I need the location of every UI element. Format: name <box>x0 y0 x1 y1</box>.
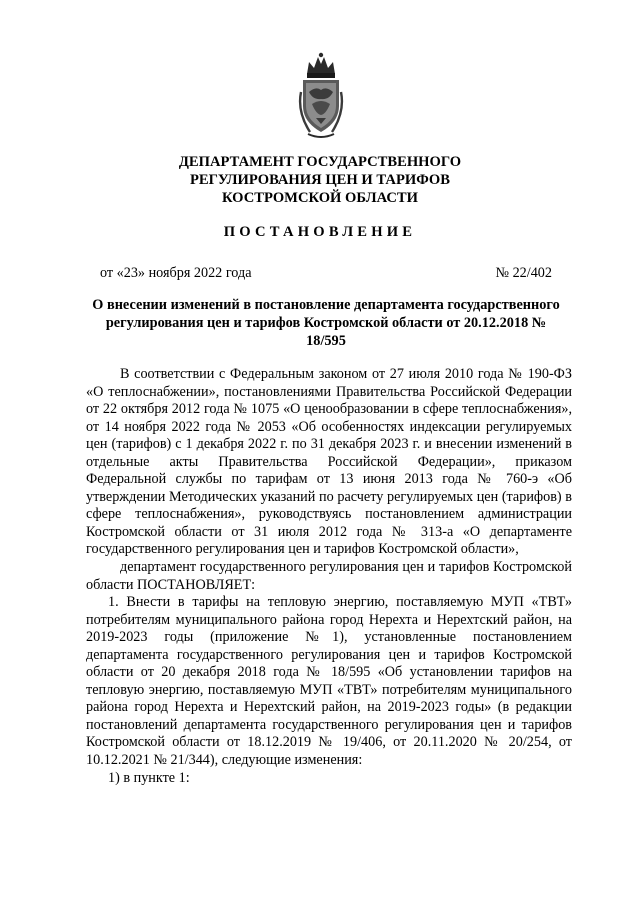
subject-line: регулирования цен и тарифов Костромской области от 20.12.2018 № 18/595 <box>105 315 547 349</box>
document-type: ПОСТАНОВЛЕНИЕ <box>223 224 417 240</box>
document-date: от «23» ноября 2022 года <box>100 265 252 281</box>
document-body <box>86 366 572 787</box>
body-paragraph: департамент государственного регулирования цен и тарифов Костромской области ПОСТАНОВЛЯЕТ: <box>86 559 572 593</box>
coat-of-arms-icon <box>296 52 346 140</box>
body-paragraph: 1) в пункте 1: <box>108 769 190 786</box>
department-line: КОСТРОМСКОЙ ОБЛАСТИ <box>221 190 419 206</box>
subject-line: О внесении изменений в постановление департамента государственного <box>92 297 560 313</box>
department-line: РЕГУЛИРОВАНИЯ ЦЕН И ТАРИФОВ <box>189 172 451 188</box>
document-subject <box>86 296 566 350</box>
department-line: ДЕПАРТАМЕНТ ГОСУДАРСТВЕННОГО <box>178 154 462 170</box>
department-name <box>0 153 640 207</box>
body-paragraph: В соответствии с Федеральным законом от 27 июля 2010 года № 190-ФЗ «О теплоснабжении», постановлениями Правительства Российской Федерации от 22 октября 2012 года № 1075 «О ценообразовании в сфере теплоснабжения», от 14 ноября 2022 года № 2053 «Об особенностях индексации регулируемых цен (тарифов) с 1 декабря 2022 г. по 31 декабря 2023 г. и внесении изменений в отдельные акты Правительства Российской Федерации», приказом Федеральной службы по тарифам от 13 июня 2013 года № 760-э «Об утверждении Методических указаний по расчету регулируемых цен (тарифов) в сфере теплоснабжения», руководствуясь постановлением администрации Костромской области от 31 июля 2012 года № 313-а «О департаменте государственного регулирования цен и тарифов Костромской области», <box>86 366 572 558</box>
body-paragraph: 1. Внести в тарифы на тепловую энергию, поставляемую МУП «ТВТ» потребителям муниципального района город Нерехта и Нерехтский район, на 2019-2023 годы (приложение №1), установленные постановлением департамента государственного регулирования цен и тарифов Костромской области от 20 декабря 2018 года № 18/595 «Об установлении тарифов на тепловую энергию, поставляемую МУП «ТВТ» потребителям муниципального района город Нерехта и Нерехтский район, на 2019-2023 годы» (в редакции постановлений департамента государственного регулирования цен и тарифов Костромской области от 18.12.2019 № 19/406, от 20.11.2020 № 20/254, от 10.12.2021 № 21/344), следующие изменения: <box>86 594 572 769</box>
document-number: № 22/402 <box>495 265 552 281</box>
